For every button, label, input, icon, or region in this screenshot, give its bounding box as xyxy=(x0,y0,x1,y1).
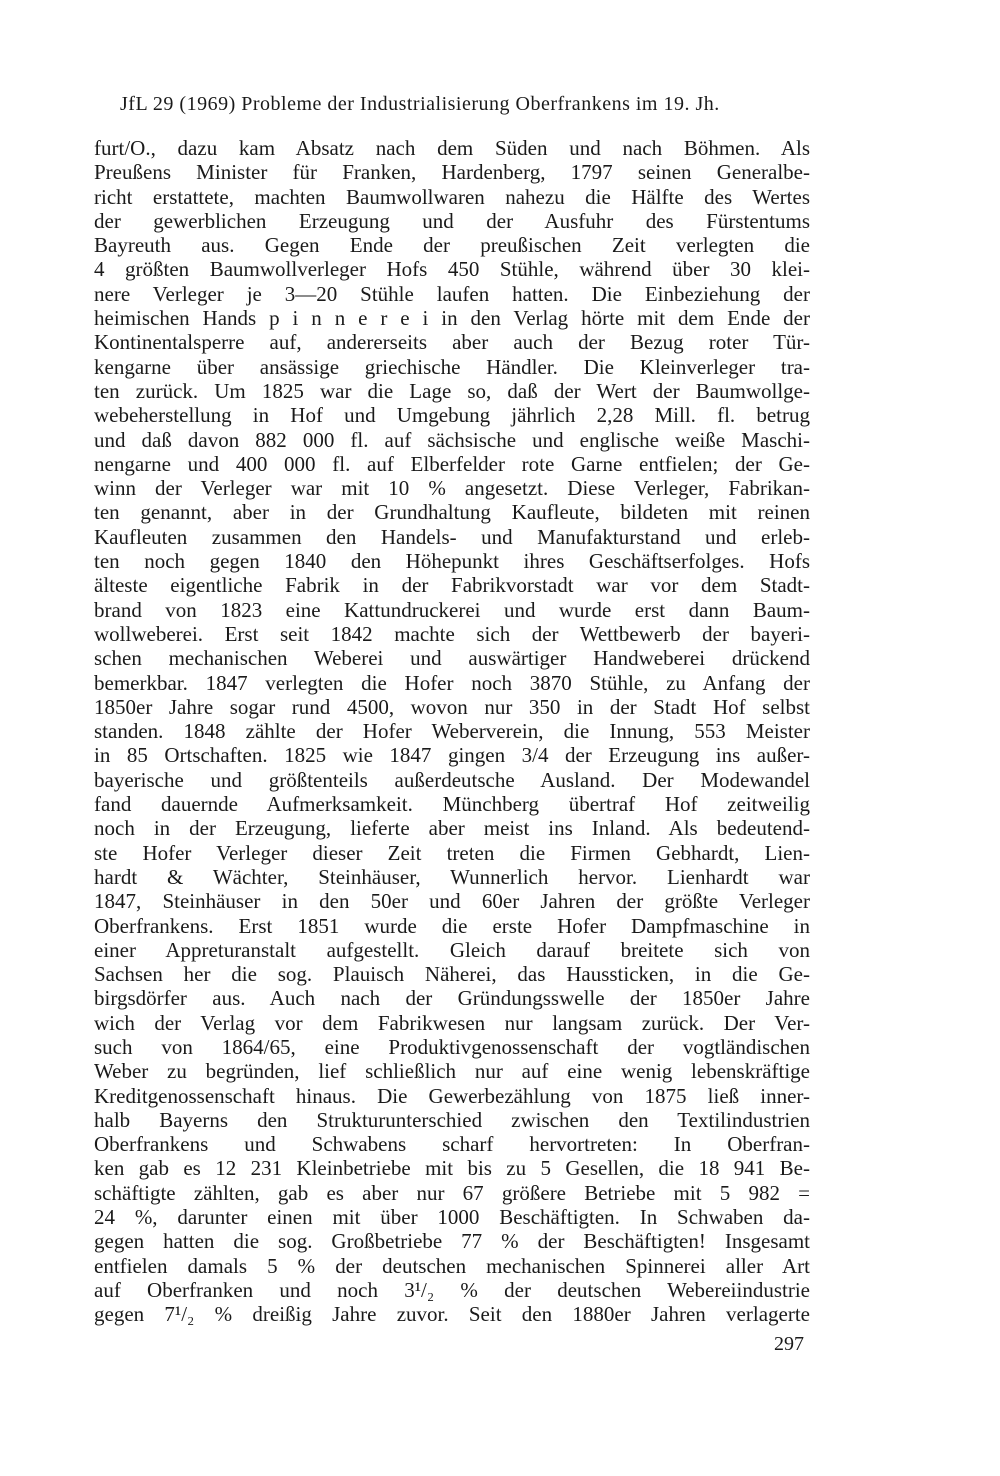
text-line: ken gab es 12 231 Kleinbetriebe mit bis zu 5 Gesellen, die 18 941 Be- xyxy=(94,1156,810,1181)
text-line: wich der Verlag vor dem Fabrikwesen nur langsam zurück. Der Ver- xyxy=(94,1010,810,1035)
text-line: ten noch gegen 1840 den Höhepunkt ihres Geschäftserfolges. Hofs xyxy=(94,549,810,574)
running-head: JfL 29 (1969) Probleme der Industrialisierung Oberfrankens im 19. Jh. xyxy=(120,93,720,115)
text-line: fand dauernde Aufmerksamkeit. Münchberg übertraf Hof zeitweilig xyxy=(94,792,810,817)
text-line: hardt & Wächter, Steinhäuser, Wunnerlich hervor. Lienhardt war xyxy=(94,864,810,889)
text-line: einer Appreturanstalt aufgestellt. Gleich darauf breitete sich von xyxy=(94,937,810,962)
text-line: ten genannt, aber in der Grundhaltung Kaufleute, bildeten mit reinen xyxy=(94,500,810,525)
text-line: der gewerblichen Erzeugung und der Ausfuhr des Fürstentums xyxy=(94,208,810,233)
text-line: nengarne und 400 000 fl. auf Elberfelder rote Garne entfielen; der Ge- xyxy=(94,451,810,476)
text-line: Oberfrankens. Erst 1851 wurde die erste Hofer Dampfmaschine in xyxy=(94,913,810,938)
text-line: noch in der Erzeugung, lieferte aber meist ins Inland. Als bedeutend- xyxy=(94,816,810,841)
text-line: Sachsen her die sog. Plauisch Näherei, das Haussticken, in die Ge- xyxy=(94,962,810,987)
text-line: webeherstellung in Hof und Umgebung jährlich 2,28 Mill. fl. betrug xyxy=(94,403,810,428)
page-number: 297 xyxy=(774,1333,804,1355)
text-line: heimischen Hands p i n n e r e i in den Verlag hörte mit dem Ende der xyxy=(94,306,810,331)
text-line: nere Verleger je 3—20 Stühle laufen hatten. Die Einbeziehung der xyxy=(94,281,810,306)
text-line: 24 %, darunter einen mit über 1000 Beschäftigten. In Schwaben da- xyxy=(94,1205,810,1230)
text-line: Kontinentalsperre auf, andererseits aber auch der Bezug roter Tür- xyxy=(94,330,810,355)
text-line: Kreditgenossenschaft hinaus. Die Gewerbezählung von 1875 ließ inner- xyxy=(94,1083,810,1108)
text-line: Weber zu begründen, lief schließlich nur auf eine wenig lebenskräftige xyxy=(94,1059,810,1084)
text-line: auf Oberfranken und noch 3¹/₂ % der deutschen Webereiindustrie xyxy=(94,1277,810,1302)
body-text xyxy=(94,136,810,1327)
text-line: 1847, Steinhäuser in den 50er und 60er Jahren der größte Verleger xyxy=(94,889,810,914)
text-line: schäftigte zählten, gab es aber nur 67 größere Betriebe mit 5 982 = xyxy=(94,1180,810,1205)
text-line: brand von 1823 eine Kattundruckerei und wurde erst dann Baum- xyxy=(94,597,810,622)
text-line: ste Hofer Verleger dieser Zeit treten die Firmen Gebhardt, Lien- xyxy=(94,840,810,865)
text-line: Oberfrankens und Schwabens scharf hervortreten: In Oberfran- xyxy=(94,1132,810,1157)
text-line: such von 1864/65, eine Produktivgenossenschaft der vogtländischen xyxy=(94,1034,810,1059)
text-line: 4 größten Baumwollverleger Hofs 450 Stühle, während über 30 klei- xyxy=(94,257,810,282)
text-line: furt/O., dazu kam Absatz nach dem Süden und nach Böhmen. Als xyxy=(94,136,810,160)
text-line: schen mechanischen Weberei und auswärtiger Handweberei drückend xyxy=(94,646,810,671)
text-line: älteste eigentliche Fabrik in der Fabrikvorstadt war vor dem Stadt- xyxy=(94,573,810,598)
text-line: und daß davon 882 000 fl. auf sächsische und englische weiße Maschi- xyxy=(94,427,810,452)
text-line: standen. 1848 zählte der Hofer Weberverein, die Innung, 553 Meister xyxy=(94,719,810,744)
text-line: ten zurück. Um 1825 war die Lage so, daß der Wert der Baumwollge- xyxy=(94,378,810,403)
text-line: gegen hatten die sog. Großbetriebe 77 % der Beschäftigten! Insgesamt xyxy=(94,1229,810,1254)
text-line: bemerkbar. 1847 verlegten die Hofer noch 3870 Stühle, zu Anfang der xyxy=(94,670,810,695)
text-line: Preußens Minister für Franken, Hardenberg, 1797 seinen Generalbe- xyxy=(94,160,810,185)
text-line: Kaufleuten zusammen den Handels- und Manufakturstand und erleb- xyxy=(94,524,810,549)
text-line: in 85 Ortschaften. 1825 wie 1847 gingen 3/4 der Erzeugung ins außer- xyxy=(94,743,810,768)
text-line: kengarne über ansässige griechische Händler. Die Kleinverleger tra- xyxy=(94,354,810,379)
text-line: gegen 7¹/₂ % dreißig Jahre zuvor. Seit den 1880er Jahren verlagerte xyxy=(94,1302,810,1327)
text-line: wollweberei. Erst seit 1842 machte sich der Wettbewerb der bayeri- xyxy=(94,621,810,646)
text-line: halb Bayerns den Strukturunterschied zwischen den Textilindustrien xyxy=(94,1107,810,1132)
text-line: Bayreuth aus. Gegen Ende der preußischen Zeit verlegten die xyxy=(94,233,810,258)
text-line: richt erstattete, machten Baumwollwaren nahezu die Hälfte des Wertes xyxy=(94,184,810,209)
text-line: birgsdörfer aus. Auch nach der Gründungsswelle der 1850er Jahre xyxy=(94,986,810,1011)
text-line: bayerische und größtenteils außerdeutsche Ausland. Der Modewandel xyxy=(94,767,810,792)
text-line: winn der Verleger war mit 10 % angesetzt. Diese Verleger, Fabrikan- xyxy=(94,476,810,501)
text-line: entfielen damals 5 % der deutschen mechanischen Spinnerei aller Art xyxy=(94,1253,810,1278)
text-line: 1850er Jahre sogar rund 4500, wovon nur 350 in der Stadt Hof selbst xyxy=(94,694,810,719)
